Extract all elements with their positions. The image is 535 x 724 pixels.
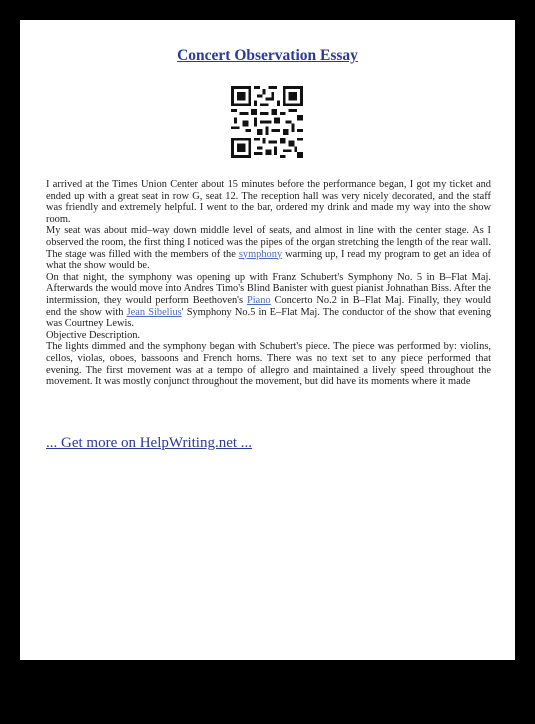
piano-link[interactable]: Piano — [246, 294, 271, 306]
paragraph-seat: My seat was about mid–way down middle level of seats, and almost in line with the center stage. As I observed the room, the first thing I noticed was the pipes of the organ stretching the length of the rear wall. The stage was filled with the members of the symphony warming up, I read my program to get an idea of what the show would be. — [46, 225, 491, 272]
symphony-link[interactable]: symphony — [238, 248, 283, 260]
paragraph-performance: The lights dimmed and the symphony began with Schubert's piece. The piece was performed by: violins, cellos, violas, oboes, bassoons and French horns. There was no text set to any piece performed that evening. The first movement was at a tempo of allegro and maintained a lively speed throughout the movement. It was mostly conjunct throughout the movement, but did have its moments where it made — [46, 341, 491, 388]
paragraph-program: On that night, the symphony was opening up with Franz Schubert's Symphony No. 5 in B–Flat Maj. Afterwards the would move into Andres Timo's Blind Banister with guest pianist Johnathan Biss. After the intermission, they would perform Beethoven's Piano Concerto No.2 in B–Flat Maj. Finally, they would end the show with Jean Sibelius' Symphony No.5 in E–Flat Maj. The conductor of the show that evening was Courtney Lewis. — [46, 271, 492, 330]
get-more-link[interactable]: ... Get more on HelpWriting.net ... — [46, 435, 253, 451]
essay-body — [46, 179, 491, 388]
jean-sibelius-link[interactable]: Jean Sibelius — [126, 306, 182, 318]
qr-code-icon — [231, 86, 303, 158]
document-page — [20, 20, 515, 660]
paragraph-heading-objective: Objective Description. — [46, 329, 141, 341]
page-title[interactable]: Concert Observation Essay — [177, 47, 358, 64]
paragraph-arrival: I arrived at the Times Union Center about 15 minutes before the performance began, I got my ticket and ended up with a great seat in row G, seat 12. The reception hall was very nicely decorated, and the staff was friendly and extremely helpful. I went to the bar, ordered my drink and made my way into the show room. — [46, 179, 491, 225]
